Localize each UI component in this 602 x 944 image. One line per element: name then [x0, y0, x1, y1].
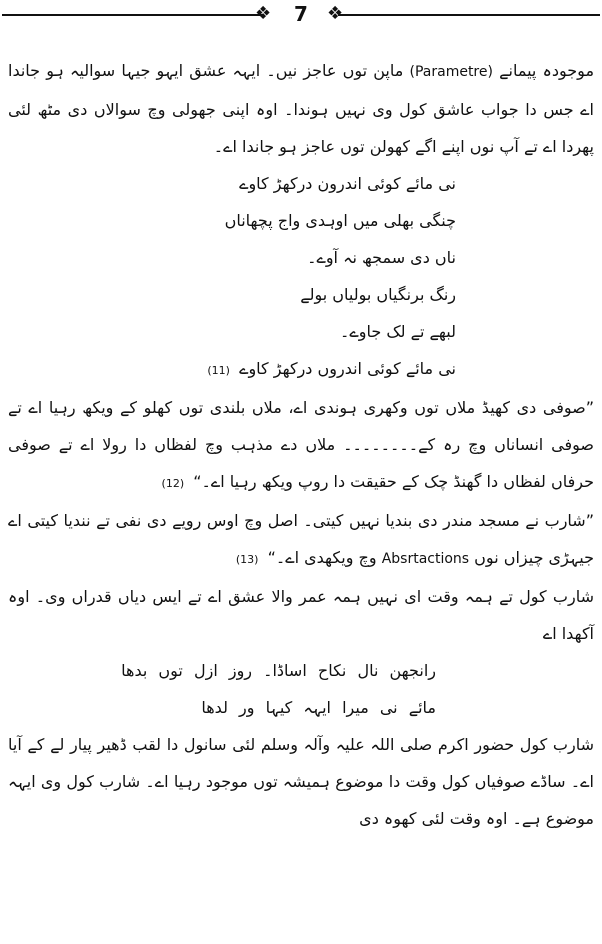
paragraph-intro — [8, 52, 594, 165]
verse-line: مائے نی میرا ایہہ کیہا ور لدھا — [201, 698, 436, 717]
ornament-left-icon: ❖ — [255, 3, 272, 24]
page-number: 7 — [294, 2, 308, 26]
footnote-ref-11: (11) — [207, 364, 230, 377]
term-abstractions: Absrtactions — [381, 551, 470, 567]
quote-sufi-text: ”صوفی دی کھیڈ ملاں توں وکھری ہوندی اے، ملاں بلندی توں کھلو کے ویکھ رہیا اے تے صوفی انساناں وچ رہ کے۔۔۔۔۔۔۔۔ ملاں دے مذہب وچ لفظاں دا رولا اے تے صوفی حرفاں لفظاں دا گھنڈ چک کے حقیقت دا روپ ویکھ رہیا اے۔“ — [8, 398, 594, 491]
verse-block-2 — [8, 652, 594, 726]
paragraph-intro-text-a: موجودہ پیمانے — [499, 61, 595, 80]
page-body — [8, 52, 594, 837]
footnote-ref-12: (12) — [161, 477, 185, 490]
page-header — [0, 0, 602, 34]
quote-paragraph-sharib — [8, 502, 594, 578]
paragraph-sanwal: شارب کول حضور اکرم صلی اللہ علیہ وآلہ وسلم لئی سانول دا لقب ڈھیر پیار لے کے آیا اے۔ ساڈے صوفیاں کول وقت دا موضوع ہمیشہ توں موجود رہیا اے۔ شارب کول وی ایہہ موضوع ہے۔ اوہ وقت لئی کھوہ دی — [8, 735, 594, 828]
quote-sharib-text-b: وچ ویکھدی اے۔“ — [267, 548, 377, 567]
verse-line: ناں دی سمجھ نہ آوے۔ — [307, 248, 456, 267]
verse-line: رنگ برنگیاں بولیاں بولے — [300, 285, 456, 304]
quote-paragraph-sufi — [8, 389, 594, 502]
verse-line: نی مائے کوئی اندرون درکھڑ کاوے — [239, 174, 456, 193]
verse-line: رانجھن نال نکاح اساڈا۔ روز ازل توں بدھا — [121, 661, 436, 680]
header-rule-right — [338, 14, 600, 16]
verse-line: لبھے تے لک جاوے۔ — [340, 322, 456, 341]
verse-line-text: نی مائے کوئی اندروں درکھڑ کاوے — [239, 359, 456, 378]
verse-line-last — [8, 350, 594, 389]
quote-sharib-text-a: ”شارب نے مسجد مندر دی بندیا نہیں کیتی۔ اصل وچ اوس رویے دی نفی تے نندیا کیتی اے جیہڑی چیزاں نوں — [8, 511, 594, 567]
paragraph-intro-text-b: ماپن توں عاجز نیں۔ ایہہ عشق ایہو جیہا سوالیہ ہو جاندا اے جس دا جواب عاشق کول وی نہیں ہوندا۔ اوہ اپنی جھولی وچ سوالاں دی مٹھ لئی پھردا اے تے آپ نوں اپنے اگے کھولن توں عاجز ہو جاندا اے۔ — [8, 61, 594, 156]
header-rule-left — [2, 14, 264, 16]
paragraph-ishq: شارب کول تے ہمہ وقت ای نہیں ہمہ عمر والا عشق اے تے ایس دیاں قدراں وی۔ اوہ آکھدا اے — [8, 587, 594, 643]
term-parametre: (Parametre) — [409, 64, 493, 80]
verse-line: چنگی بھلی میں اوہدی واج پچھاناں — [224, 211, 456, 230]
verse-block-1 — [8, 165, 594, 389]
ornament-right-icon: ❖ — [327, 3, 344, 24]
footnote-ref-13: (13) — [235, 553, 259, 566]
